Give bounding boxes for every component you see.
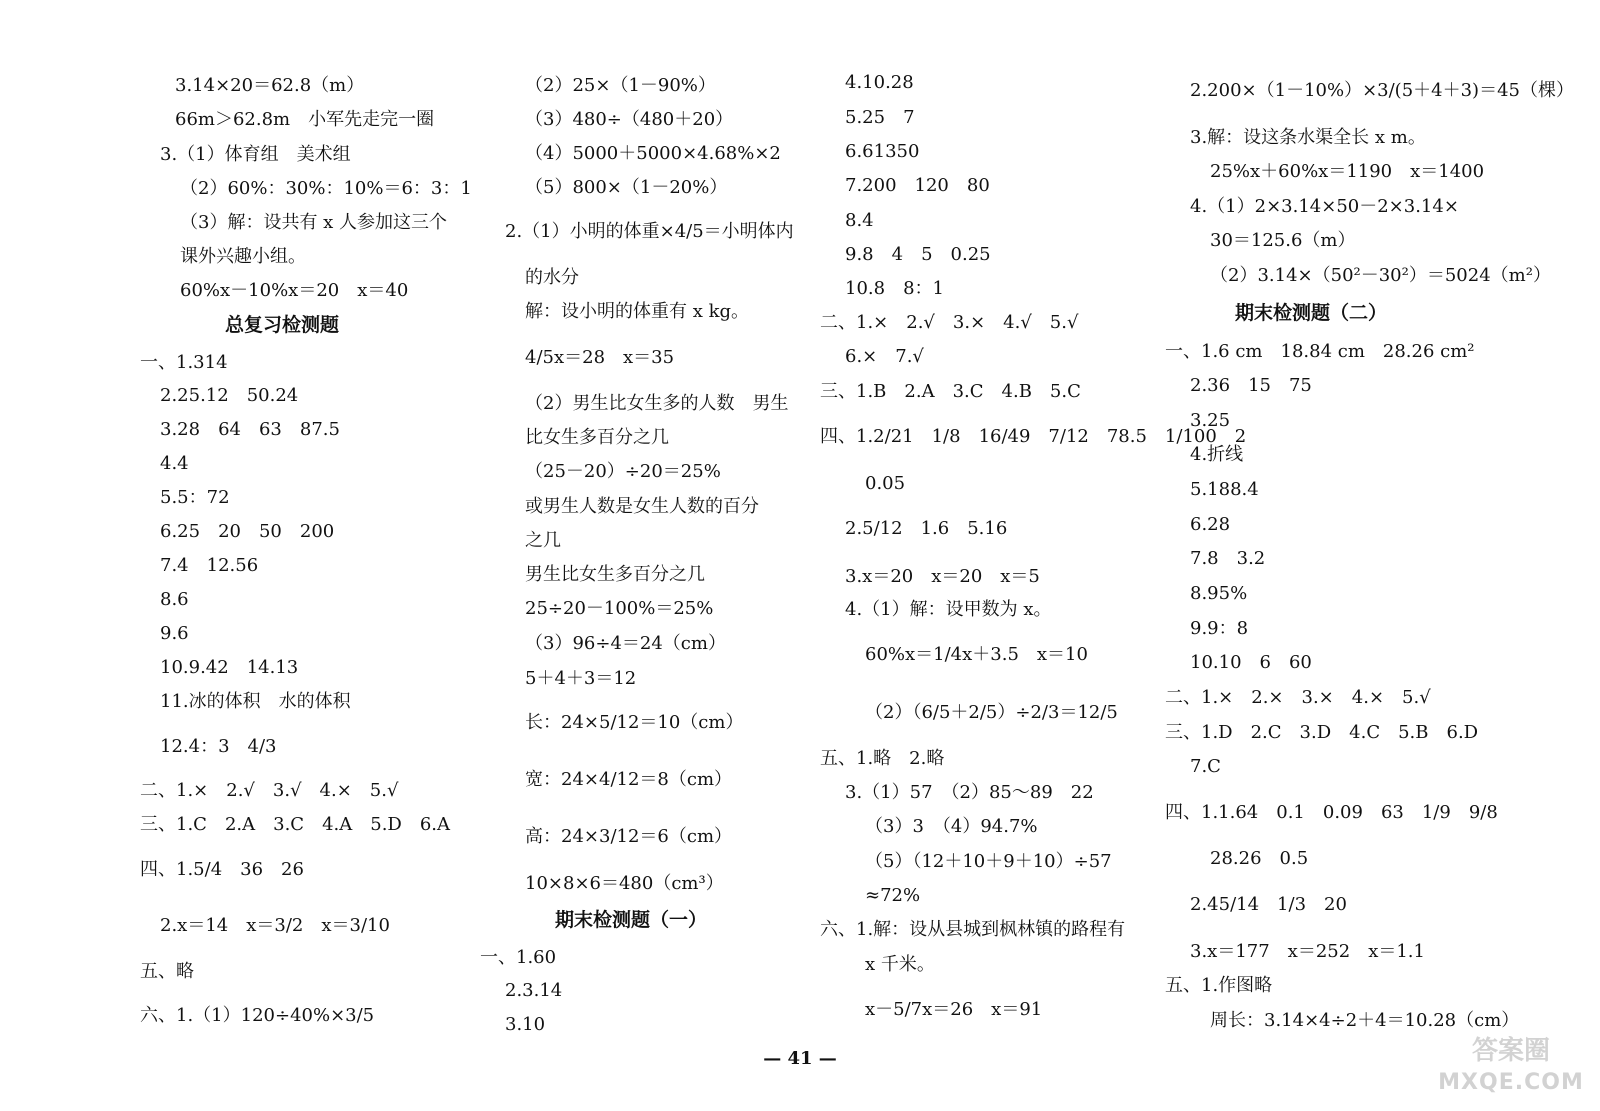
answer-line: 或男生人数是女生人数的百分 [525, 496, 759, 517]
answer-line: 二、1.× 2.√ 3.× 4.√ 5.√ [820, 312, 1079, 333]
answer-line: 5＋4＋3＝12 [525, 668, 637, 689]
answer-line: 7.200 120 80 [845, 175, 990, 196]
answer-line: 3.10 [505, 1014, 546, 1035]
answer-line: 4.折线 [1190, 444, 1244, 465]
answer-line: 六、1.解：设从县城到枫林镇的路程有 [820, 919, 1126, 940]
section-title: 期末检测题（一） [555, 909, 708, 931]
answer-line: 宽：24×4/12＝8（cm） [525, 769, 733, 790]
answer-line: 7.C [1190, 756, 1221, 777]
answer-line: （3）480÷（480＋20） [525, 109, 734, 130]
answer-line: 25÷20－100%＝25% [525, 598, 714, 619]
answer-line: 3.解：设这条水渠全长 x m。 [1190, 127, 1426, 148]
answer-line: 8.4 [845, 210, 874, 231]
section-title: 期末检测题（二） [1235, 302, 1388, 324]
answer-line: 3.25 [1190, 410, 1231, 431]
answer-line: 9.9：8 [1190, 618, 1249, 639]
answer-line: （4）5000＋5000×4.68%×2 [525, 143, 781, 164]
answer-line: 2.45/14 1/3 20 [1190, 894, 1347, 915]
answer-line: 四、1.2/21 1/8 16/49 7/12 78.5 1/100 2 [820, 426, 1247, 447]
answer-line: 的水分 [525, 267, 579, 288]
answer-line: 60%x＝1/4x＋3.5 x＝10 [865, 644, 1088, 665]
answer-line: 课外兴趣小组。 [180, 246, 306, 267]
answer-line: 4.（1）解：设甲数为 x。 [845, 599, 1052, 620]
answer-line: （2）3.14×（50²－30²）＝5024（m²） [1210, 265, 1551, 286]
answer-line: 3.x＝177 x＝252 x＝1.1 [1190, 941, 1425, 962]
watermark-logo-text: 答案圈 [1471, 1036, 1550, 1066]
answer-line: 7.4 12.56 [160, 555, 259, 576]
answer-line: （2）60%：30%：10%＝6：3：1 [180, 178, 472, 199]
answer-line: 一、1.314 [140, 352, 228, 373]
answer-line: （2）25×（1－90%） [525, 75, 716, 96]
answer-line: 8.6 [160, 589, 189, 610]
answer-line: 之几 [525, 530, 561, 551]
answer-line: ≈72% [865, 885, 921, 906]
section-title: 总复习检测题 [225, 314, 340, 336]
answer-line: 10×8×6＝480（cm³） [525, 873, 724, 894]
answer-line: 3.x＝20 x＝20 x＝5 [845, 566, 1040, 587]
answer-line: 6.28 [1190, 514, 1231, 535]
answer-line: （25－20）÷20＝25% [525, 461, 721, 482]
answer-line: 2.36 15 75 [1190, 375, 1312, 396]
answer-line: 五、1.作图略 [1165, 975, 1273, 996]
answer-line: 男生比女生多百分之几 [525, 564, 705, 585]
answer-line: （3）96÷4＝24（cm） [525, 633, 726, 654]
answer-line: （5）（12＋10＋9＋10）÷57 [865, 851, 1112, 872]
answer-line: 2.（1）小明的体重×4/5＝小明体内 [505, 221, 794, 242]
answer-line: x－5/7x＝26 x＝91 [865, 999, 1043, 1020]
answer-line: （3）3 （4）94.7% [865, 816, 1038, 837]
answer-line: 6.61350 [845, 141, 920, 162]
answer-line: 四、1.1.64 0.1 0.09 63 1/9 9/8 [1165, 802, 1498, 823]
answer-line: 二、1.× 2.× 3.× 4.× 5.√ [1165, 687, 1431, 708]
answer-line: 2.3.14 [505, 980, 563, 1001]
answer-line: 解：设小明的体重有 x kg。 [525, 301, 750, 322]
answer-line: 8.95% [1190, 583, 1248, 604]
answer-line: 4/5x＝28 x＝35 [525, 347, 675, 368]
answer-line: 2.x＝14 x＝3/2 x＝3/10 [160, 915, 390, 936]
answer-line: 一、1.6 cm 18.84 cm 28.26 cm² [1165, 341, 1475, 362]
answer-line: 高：24×3/12＝6（cm） [525, 826, 733, 847]
answer-line: 3.（1）57 （2）85～89 22 [845, 782, 1094, 803]
answer-line: 10.8 8：1 [845, 278, 944, 299]
answer-line: 11.冰的体积 水的体积 [160, 691, 351, 712]
page-number: — 41 — [763, 1048, 837, 1069]
answer-line: 5.5：72 [160, 487, 230, 508]
answer-line: （2）（6/5＋2/5）÷2/3＝12/5 [865, 702, 1118, 723]
answer-line: 60%x－10%x＝20 x＝40 [180, 280, 409, 301]
answer-line: 2.5/12 1.6 5.16 [845, 518, 1008, 539]
answer-line: 7.8 3.2 [1190, 548, 1266, 569]
watermark-url: MXQE.COM [1438, 1070, 1584, 1095]
answer-line: 3.（1）体育组 美术组 [160, 144, 351, 165]
answer-line: 66m＞62.8m 小军先走完一圈 [175, 109, 435, 130]
answer-line: 五、略 [140, 961, 194, 982]
answer-line: 五、1.略 2.略 [820, 748, 945, 769]
answer-line: 三、1.B 2.A 3.C 4.B 5.C [820, 381, 1081, 402]
answer-line: 4.（1）2×3.14×50－2×3.14× [1190, 196, 1459, 217]
answer-line: 三、1.D 2.C 3.D 4.C 5.B 6.D [1165, 722, 1479, 743]
answer-line: 长：24×5/12＝10（cm） [525, 712, 744, 733]
answer-line: 四、1.5/4 36 26 [140, 859, 304, 880]
answer-line: 六、1.（1）120÷40%×3/5 [140, 1005, 375, 1026]
site-watermark [1436, 1035, 1586, 1105]
answer-line: 6.× 7.√ [845, 346, 924, 367]
answer-line: 9.8 4 5 0.25 [845, 244, 991, 265]
answer-line: 一、1.60 [480, 947, 557, 968]
answer-line: 12.4：3 4/3 [160, 736, 277, 757]
answer-line: 三、1.C 2.A 3.C 4.A 5.D 6.A [140, 814, 451, 835]
answer-line: 2.200×（1－10%）×3/(5＋4＋3)＝45（棵） [1190, 80, 1574, 101]
answer-line: 3.14×20＝62.8（m） [175, 75, 365, 96]
answer-line: 周长：3.14×4÷2＋4＝10.28（cm） [1210, 1010, 1520, 1031]
answer-line: 25%x＋60%x＝1190 x＝1400 [1210, 161, 1485, 182]
answer-line: x 千米。 [865, 954, 935, 975]
answer-line: 30＝125.6（m） [1210, 230, 1356, 251]
answer-line: 28.26 0.5 [1210, 848, 1309, 869]
answer-line: 10.10 6 60 [1190, 652, 1312, 673]
answer-line: 3.28 64 63 87.5 [160, 419, 340, 440]
answer-line: 2.25.12 50.24 [160, 385, 299, 406]
answer-line: （5）800×（1－20%） [525, 177, 728, 198]
answer-line: （3）解：设共有 x 人参加这三个 [180, 212, 448, 233]
answer-line: 比女生多百分之几 [525, 427, 669, 448]
answer-line: 10.9.42 14.13 [160, 657, 299, 678]
answer-line: 0.05 [865, 473, 906, 494]
answer-line: 5.25 7 [845, 107, 915, 128]
answer-line: 4.10.28 [845, 72, 914, 93]
answer-line: 6.25 20 50 200 [160, 521, 335, 542]
answer-line: 4.4 [160, 453, 189, 474]
answer-line: 9.6 [160, 623, 189, 644]
answer-line: （2）男生比女生多的人数 男生 [525, 393, 789, 414]
answer-line: 二、1.× 2.√ 3.√ 4.× 5.√ [140, 780, 399, 801]
answer-line: 5.188.4 [1190, 479, 1259, 500]
